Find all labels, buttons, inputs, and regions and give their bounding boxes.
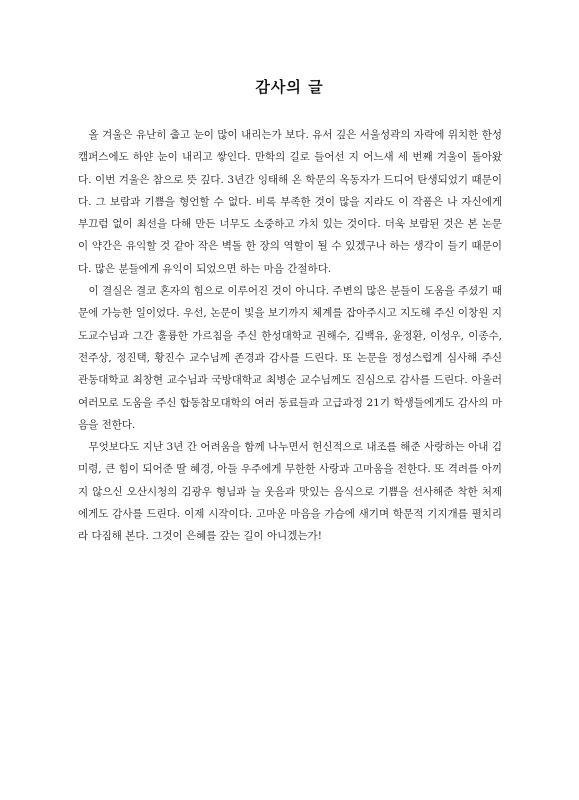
paragraph-1: 올 겨울은 유난히 춥고 눈이 많이 내리는가 보다. 유서 깊은 서울성곽의 자락에 위치한 한성 캠퍼스에도 하얀 눈이 내리고 쌓인다. 만학의 길로 들어선 지 어느새 세 번째 겨울이 돌아왔다. 이번 겨울은 참으로 뜻 깊다. 3년간 잉태해 온 학문의 옥동자가 드디어 탄생되었기 때문이다. 그 보람과 기쁨을 형언할 수 없다. 비록 부족한 것이 많을 지라도 이 작품은 나 자신에게 부끄럼 없이 최선을 다해 만든 너무도 소중하고 가치 있는 것이다. 더욱 보람된 것은 본 논문이 약간은 유익할 것 같아 작은 벽돌 한 장의 역할이 될 수 있겠구나 하는 생각이 들기 때문이다. 많은 분들에게 유익이 되었으면 하는 마음 간절하다.: [78, 129, 502, 275]
paragraph-3: 무엇보다도 지난 3년 간 어려움을 함께 나누면서 헌신적으로 내조를 해준 사랑하는 아내 김미령, 큰 힘이 되어준 딸 혜경, 아들 우주에게 무한한 사랑과 고마움을 전한다. 또 격려를 아끼지 않으신 오산시청의 김광우 형님과 늘 웃음과 맛있는 음식으로 기쁨을 선사해준 착한 처제에게도 감사를 드린다. 이제 시작이다. 고마운 마음을 가슴에 새기며 학문적 기지개를 펼치리라 다짐해 본다. 그것이 은혜를 갚는 길이 아니겠는가!: [78, 441, 502, 543]
paragraph-2: 이 결실은 결코 혼자의 힘으로 이루어진 것이 아니다. 주변의 많은 분들이 도움을 주셨기 때문에 가능한 일이었다. 우선, 논문이 빛을 보기까지 체계를 잡아주시고 지도해 주신 이창원 지도교수님과 그간 훌륭한 가르침을 주신 한성대학교 권해수, 김백유, 윤정환, 이성우, 이종수, 전주상, 정진택, 황진수 교수님께 존경과 감사를 드린다. 또 논문을 정성스럽게 심사해 주신 관동대학교 최창현 교수님과 국방대학교 최병순 교수님께도 진심으로 감사를 드린다. 아울러 여러모로 도움을 주신 합동참모대학의 여러 동료들과 고급과정 21기 학생들에게도 감사의 마음을 전한다.: [78, 285, 502, 431]
page-title: 감사의 글: [255, 78, 324, 96]
document-body: [78, 124, 502, 548]
